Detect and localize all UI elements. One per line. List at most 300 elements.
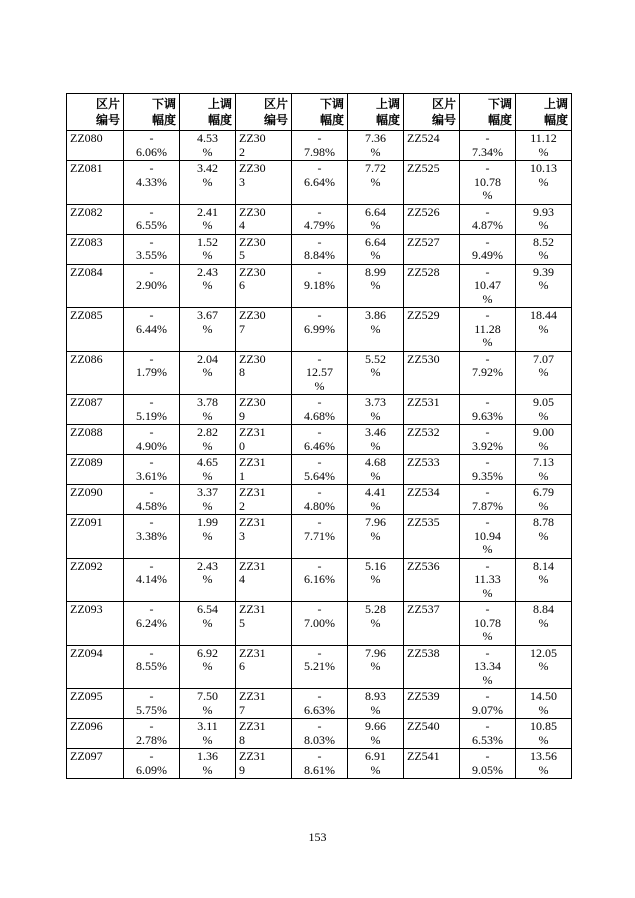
zone-code-cell <box>404 351 460 395</box>
down-range-cell <box>124 485 180 515</box>
cell-text: % <box>202 365 213 379</box>
cell-text: - <box>149 264 154 279</box>
cell-text: % <box>370 572 381 586</box>
cell-text: - <box>149 234 154 249</box>
down-range-header <box>124 94 180 131</box>
cell-text: % <box>202 408 213 423</box>
down-range-cell <box>460 264 516 308</box>
cell-text: 9.93 <box>533 204 554 219</box>
cell-text: 3.46 <box>365 425 386 439</box>
up-range-cell <box>180 425 236 455</box>
cell-text: 4.14% <box>136 572 167 586</box>
zone-code-cell <box>404 234 460 264</box>
cell-text: % <box>482 335 493 349</box>
cell-text: ZZ536 <box>407 558 440 573</box>
up-range-cell <box>516 485 572 515</box>
cell-text: 4.41 <box>365 485 386 499</box>
cell-text: % <box>538 144 549 159</box>
cell-text: - <box>485 308 490 322</box>
cell-text: 4.79% <box>304 218 335 232</box>
down-range-cell <box>460 161 516 205</box>
cell-text: % <box>370 144 381 159</box>
page-number: 153 <box>308 830 327 844</box>
cell-text: 3 <box>239 174 245 189</box>
zone-code-header <box>67 94 124 131</box>
cell-text: 6.55% <box>136 218 167 232</box>
cell-text: ZZ524 <box>407 131 440 145</box>
down-range-cell <box>292 485 348 515</box>
zone-code-cell <box>404 161 460 205</box>
cell-text: 7 <box>239 321 245 336</box>
cell-text: ZZ30 <box>239 264 266 279</box>
down-range-cell <box>460 515 516 559</box>
zone-code-cell <box>67 602 124 646</box>
header-text: 幅度 <box>375 113 400 127</box>
cell-text: - <box>149 485 154 499</box>
cell-text: 8.84% <box>304 248 335 262</box>
cell-text: 6.09% <box>136 762 167 777</box>
cell-text: - <box>317 719 322 733</box>
cell-text: ZZ30 <box>239 395 266 409</box>
header-text: 区片 <box>263 97 288 111</box>
cell-text: 1.99 <box>197 515 218 529</box>
cell-text: % <box>370 321 381 336</box>
down-range-cell <box>292 308 348 352</box>
zone-code-cell <box>404 264 460 308</box>
cell-text: % <box>538 762 549 777</box>
cell-text: - <box>317 558 322 573</box>
up-range-cell <box>348 264 404 308</box>
cell-text: - <box>485 455 490 469</box>
zone-code-cell <box>67 308 124 352</box>
zone-code-cell <box>236 161 292 205</box>
cell-text: 5.52 <box>365 351 386 366</box>
cell-text: 6.63% <box>304 702 335 717</box>
cell-text: 2.82 <box>197 425 218 439</box>
cell-text: 4.68% <box>304 408 335 423</box>
zone-code-header <box>236 94 292 131</box>
up-range-cell <box>180 602 236 646</box>
cell-text: 2 <box>239 498 245 513</box>
cell-text: - <box>485 719 490 733</box>
zone-code-cell <box>236 131 292 161</box>
down-range-cell <box>292 161 348 205</box>
zone-code-cell <box>236 264 292 308</box>
zone-code-cell <box>404 308 460 352</box>
cell-text: 13.34 <box>474 659 501 673</box>
cell-text: 6.79 <box>533 485 554 499</box>
cell-text: 7 <box>239 702 245 717</box>
down-range-cell <box>460 131 516 161</box>
cell-text: % <box>538 615 549 630</box>
cell-text: 9 <box>239 408 245 423</box>
up-range-cell <box>180 515 236 559</box>
cell-text: 6.44% <box>136 321 167 336</box>
table-row <box>67 204 572 234</box>
up-range-cell <box>348 161 404 205</box>
cell-text: ZZ31 <box>239 558 266 573</box>
cell-text: ZZ31 <box>239 749 266 763</box>
cell-text: - <box>485 602 490 616</box>
header-text: 幅度 <box>543 113 568 127</box>
zone-code-cell <box>236 558 292 602</box>
cell-text: 9.05% <box>472 762 503 777</box>
cell-text: - <box>149 719 154 733</box>
up-range-cell <box>516 204 572 234</box>
cell-text: 2.43 <box>197 264 218 279</box>
cell-text: 7.98% <box>304 144 335 159</box>
cell-text: 8.78 <box>533 515 554 529</box>
up-range-header <box>348 94 404 131</box>
cell-text: - <box>317 234 322 249</box>
cell-text: - <box>485 161 490 175</box>
down-range-cell <box>124 749 180 779</box>
cell-text: % <box>202 248 213 262</box>
cell-text: % <box>538 438 549 453</box>
cell-text: - <box>149 308 154 322</box>
cell-text: 6.16% <box>304 572 335 586</box>
cell-text: 7.96 <box>365 645 386 660</box>
down-range-cell <box>292 558 348 602</box>
cell-text: - <box>317 645 322 660</box>
cell-text: % <box>538 278 549 292</box>
table-row <box>67 264 572 308</box>
cell-text: - <box>149 351 154 366</box>
cell-text: % <box>370 528 381 543</box>
cell-text: - <box>485 131 490 145</box>
down-range-cell <box>292 749 348 779</box>
cell-text: - <box>485 351 490 366</box>
cell-text: % <box>202 762 213 777</box>
cell-text: 5.28 <box>365 602 386 616</box>
up-range-cell <box>348 602 404 646</box>
cell-text: 8.99 <box>365 264 386 279</box>
cell-text: - <box>485 264 490 279</box>
up-range-cell <box>180 264 236 308</box>
table-row <box>67 351 572 395</box>
cell-text: 9.49% <box>472 248 503 262</box>
cell-text: ZZ30 <box>239 204 266 219</box>
cell-text: % <box>370 659 381 673</box>
cell-text: ZZ541 <box>407 749 440 763</box>
down-range-cell <box>124 645 180 689</box>
table-row <box>67 719 572 749</box>
up-range-cell <box>348 395 404 425</box>
cell-text: ZZ091 <box>70 515 103 529</box>
cell-text: ZZ080 <box>70 131 103 145</box>
up-range-cell <box>516 395 572 425</box>
up-range-cell <box>516 351 572 395</box>
cell-text: 3.38% <box>136 528 167 543</box>
cell-text: 6.64 <box>365 204 386 219</box>
up-range-cell <box>516 308 572 352</box>
table-row <box>67 395 572 425</box>
cell-text: - <box>317 264 322 279</box>
cell-text: % <box>538 572 549 586</box>
cell-text: ZZ532 <box>407 425 440 439</box>
down-range-cell <box>460 602 516 646</box>
zone-code-cell <box>67 351 124 395</box>
header-text: 幅度 <box>319 113 344 127</box>
cell-text: 6 <box>239 659 245 673</box>
header-text: 上调 <box>207 97 232 111</box>
cell-text: ZZ530 <box>407 351 440 366</box>
cell-text: ZZ30 <box>239 131 266 145</box>
up-range-header <box>516 94 572 131</box>
cell-text: - <box>317 131 322 145</box>
zone-code-cell <box>404 645 460 689</box>
cell-text: ZZ529 <box>407 308 440 322</box>
cell-text: 7.72 <box>365 161 386 175</box>
cell-text: 2.78% <box>136 732 167 747</box>
cell-text: - <box>317 204 322 219</box>
cell-text: % <box>370 615 381 630</box>
up-range-cell <box>180 455 236 485</box>
table-row <box>67 515 572 559</box>
zone-code-cell <box>404 131 460 161</box>
up-range-cell <box>180 719 236 749</box>
cell-text: - <box>317 425 322 439</box>
cell-text: - <box>149 602 154 616</box>
cell-text: % <box>370 468 381 483</box>
zone-code-cell <box>236 645 292 689</box>
cell-text: 6.64 <box>365 234 386 249</box>
down-range-cell <box>124 351 180 395</box>
cell-text: ZZ093 <box>70 602 103 616</box>
cell-text: ZZ096 <box>70 719 103 733</box>
cell-text: % <box>482 585 493 600</box>
cell-text: - <box>485 515 490 529</box>
cell-text: - <box>485 425 490 439</box>
cell-text: ZZ088 <box>70 425 103 439</box>
header-text: 下调 <box>487 97 512 111</box>
up-range-cell <box>516 264 572 308</box>
cell-text: % <box>538 468 549 483</box>
cell-text: ZZ539 <box>407 689 440 703</box>
cell-text: 10.47 <box>474 278 501 292</box>
zone-code-cell <box>236 395 292 425</box>
table-body <box>67 131 572 779</box>
up-range-cell <box>516 234 572 264</box>
header-text: 编号 <box>263 113 288 127</box>
cell-text: ZZ30 <box>239 234 266 249</box>
cell-text: ZZ31 <box>239 645 266 660</box>
down-range-cell <box>124 161 180 205</box>
cell-text: - <box>149 515 154 529</box>
cell-text: 7.07 <box>533 351 554 366</box>
zone-code-cell <box>67 234 124 264</box>
cell-text: 1.79% <box>136 365 167 379</box>
cell-text: 7.92% <box>472 365 503 379</box>
cell-text: % <box>482 188 493 202</box>
cell-text: % <box>370 218 381 232</box>
cell-text: 4.33% <box>136 174 167 189</box>
cell-text: - <box>317 308 322 322</box>
cell-text: 14.50 <box>530 689 557 703</box>
cell-text: - <box>485 234 490 249</box>
cell-text: 9.05 <box>533 395 554 409</box>
cell-text: ZZ31 <box>239 425 266 439</box>
cell-text: % <box>538 528 549 543</box>
down-range-cell <box>460 558 516 602</box>
zone-code-cell <box>404 719 460 749</box>
down-range-cell <box>460 351 516 395</box>
header-text: 上调 <box>375 97 400 111</box>
cell-text: - <box>149 558 154 573</box>
cell-text: 3.37 <box>197 485 218 499</box>
cell-text: 9.07% <box>472 702 503 717</box>
zone-code-cell <box>67 161 124 205</box>
cell-text: ZZ30 <box>239 351 266 366</box>
cell-text: 3.11 <box>197 719 218 733</box>
cell-text: 9.35% <box>472 468 503 483</box>
down-range-cell <box>124 689 180 719</box>
cell-text: 4.87% <box>472 218 503 232</box>
up-range-cell <box>180 485 236 515</box>
zone-code-cell <box>67 749 124 779</box>
cell-text: 5.16 <box>365 558 386 573</box>
down-range-cell <box>124 234 180 264</box>
cell-text: % <box>202 174 213 189</box>
zone-code-cell <box>67 719 124 749</box>
cell-text: ZZ095 <box>70 689 103 703</box>
cell-text: % <box>202 702 213 717</box>
up-range-cell <box>348 455 404 485</box>
down-range-cell <box>460 234 516 264</box>
down-range-cell <box>124 515 180 559</box>
cell-text: - <box>149 395 154 409</box>
cell-text: - <box>149 161 154 175</box>
zone-code-cell <box>67 485 124 515</box>
cell-text: 9.18% <box>304 278 335 292</box>
zone-code-cell <box>236 308 292 352</box>
cell-text: 3.42 <box>197 161 218 175</box>
up-range-cell <box>516 131 572 161</box>
cell-text: 3.55% <box>136 248 167 262</box>
zone-code-cell <box>404 455 460 485</box>
cell-text: 3.78 <box>197 395 218 409</box>
cell-text: 12.57 <box>306 365 333 379</box>
zone-code-cell <box>236 455 292 485</box>
cell-text: 11.12 <box>530 131 557 145</box>
header-text: 上调 <box>543 97 568 111</box>
up-range-cell <box>516 558 572 602</box>
cell-text: 9.39 <box>533 264 554 279</box>
zone-code-cell <box>236 425 292 455</box>
cell-text: % <box>538 702 549 717</box>
cell-text: ZZ528 <box>407 264 440 279</box>
cell-text: ZZ533 <box>407 455 440 469</box>
zone-code-cell <box>67 645 124 689</box>
zone-code-cell <box>67 689 124 719</box>
zone-code-cell <box>404 485 460 515</box>
up-range-cell <box>180 749 236 779</box>
zone-code-cell <box>67 204 124 234</box>
cell-text: - <box>317 161 322 175</box>
zone-code-cell <box>404 515 460 559</box>
cell-text: 4.53 <box>197 131 218 145</box>
down-range-cell <box>124 558 180 602</box>
cell-text: 6.91 <box>365 749 386 763</box>
cell-text: 7.13 <box>533 455 554 469</box>
cell-text: ZZ082 <box>70 204 103 219</box>
table-row <box>67 161 572 205</box>
cell-text: % <box>202 659 213 673</box>
cell-text: 3.86 <box>365 308 386 322</box>
cell-text: % <box>202 438 213 453</box>
cell-text: % <box>482 672 493 687</box>
up-range-cell <box>348 719 404 749</box>
up-range-cell <box>348 425 404 455</box>
down-range-cell <box>124 719 180 749</box>
cell-text: ZZ535 <box>407 515 440 529</box>
cell-text: % <box>538 408 549 423</box>
cell-text: 9.00 <box>533 425 554 439</box>
cell-text: 2.41 <box>197 204 218 219</box>
up-range-cell <box>348 515 404 559</box>
cell-text: - <box>485 558 490 573</box>
cell-text: % <box>370 702 381 717</box>
cell-text: 8.52 <box>533 234 554 249</box>
up-range-cell <box>180 204 236 234</box>
cell-text: 1 <box>239 468 245 483</box>
cell-text: 2 <box>239 144 245 159</box>
cell-text: ZZ083 <box>70 234 103 249</box>
cell-text: % <box>202 498 213 513</box>
cell-text: ZZ531 <box>407 395 440 409</box>
cell-text: % <box>538 174 549 189</box>
cell-text: - <box>317 455 322 469</box>
cell-text: 6.92 <box>197 645 218 660</box>
cell-text: ZZ090 <box>70 485 103 499</box>
cell-text: % <box>538 248 549 262</box>
cell-text: % <box>202 468 213 483</box>
zone-code-cell <box>236 485 292 515</box>
cell-text: 6.06% <box>136 144 167 159</box>
cell-text: ZZ31 <box>239 485 266 499</box>
down-range-cell <box>124 131 180 161</box>
cell-text: % <box>370 408 381 423</box>
zone-code-cell <box>67 455 124 485</box>
cell-text: 4.90% <box>136 438 167 453</box>
up-range-cell <box>348 689 404 719</box>
cell-text: % <box>370 438 381 453</box>
cell-text: ZZ094 <box>70 645 103 660</box>
header-text: 编号 <box>95 113 120 127</box>
cell-text: ZZ538 <box>407 645 440 660</box>
up-range-cell <box>180 689 236 719</box>
cell-text: 7.34% <box>472 144 503 159</box>
cell-text: 4.65 <box>197 455 218 469</box>
cell-text: 3.67 <box>197 308 218 322</box>
cell-text: % <box>538 218 549 232</box>
down-range-cell <box>460 395 516 425</box>
header-text: 编号 <box>431 113 456 127</box>
zone-code-cell <box>236 602 292 646</box>
cell-text: % <box>538 321 549 336</box>
down-range-cell <box>124 308 180 352</box>
down-range-cell <box>292 455 348 485</box>
cell-text: 4 <box>239 572 245 586</box>
up-range-cell <box>348 749 404 779</box>
cell-text: 1.52 <box>197 234 218 249</box>
zone-code-cell <box>404 749 460 779</box>
cell-text: ZZ30 <box>239 308 266 322</box>
cell-text: 10.78 <box>474 174 501 189</box>
cell-text: - <box>317 485 322 499</box>
down-range-cell <box>124 425 180 455</box>
header-text: 区片 <box>431 97 456 111</box>
